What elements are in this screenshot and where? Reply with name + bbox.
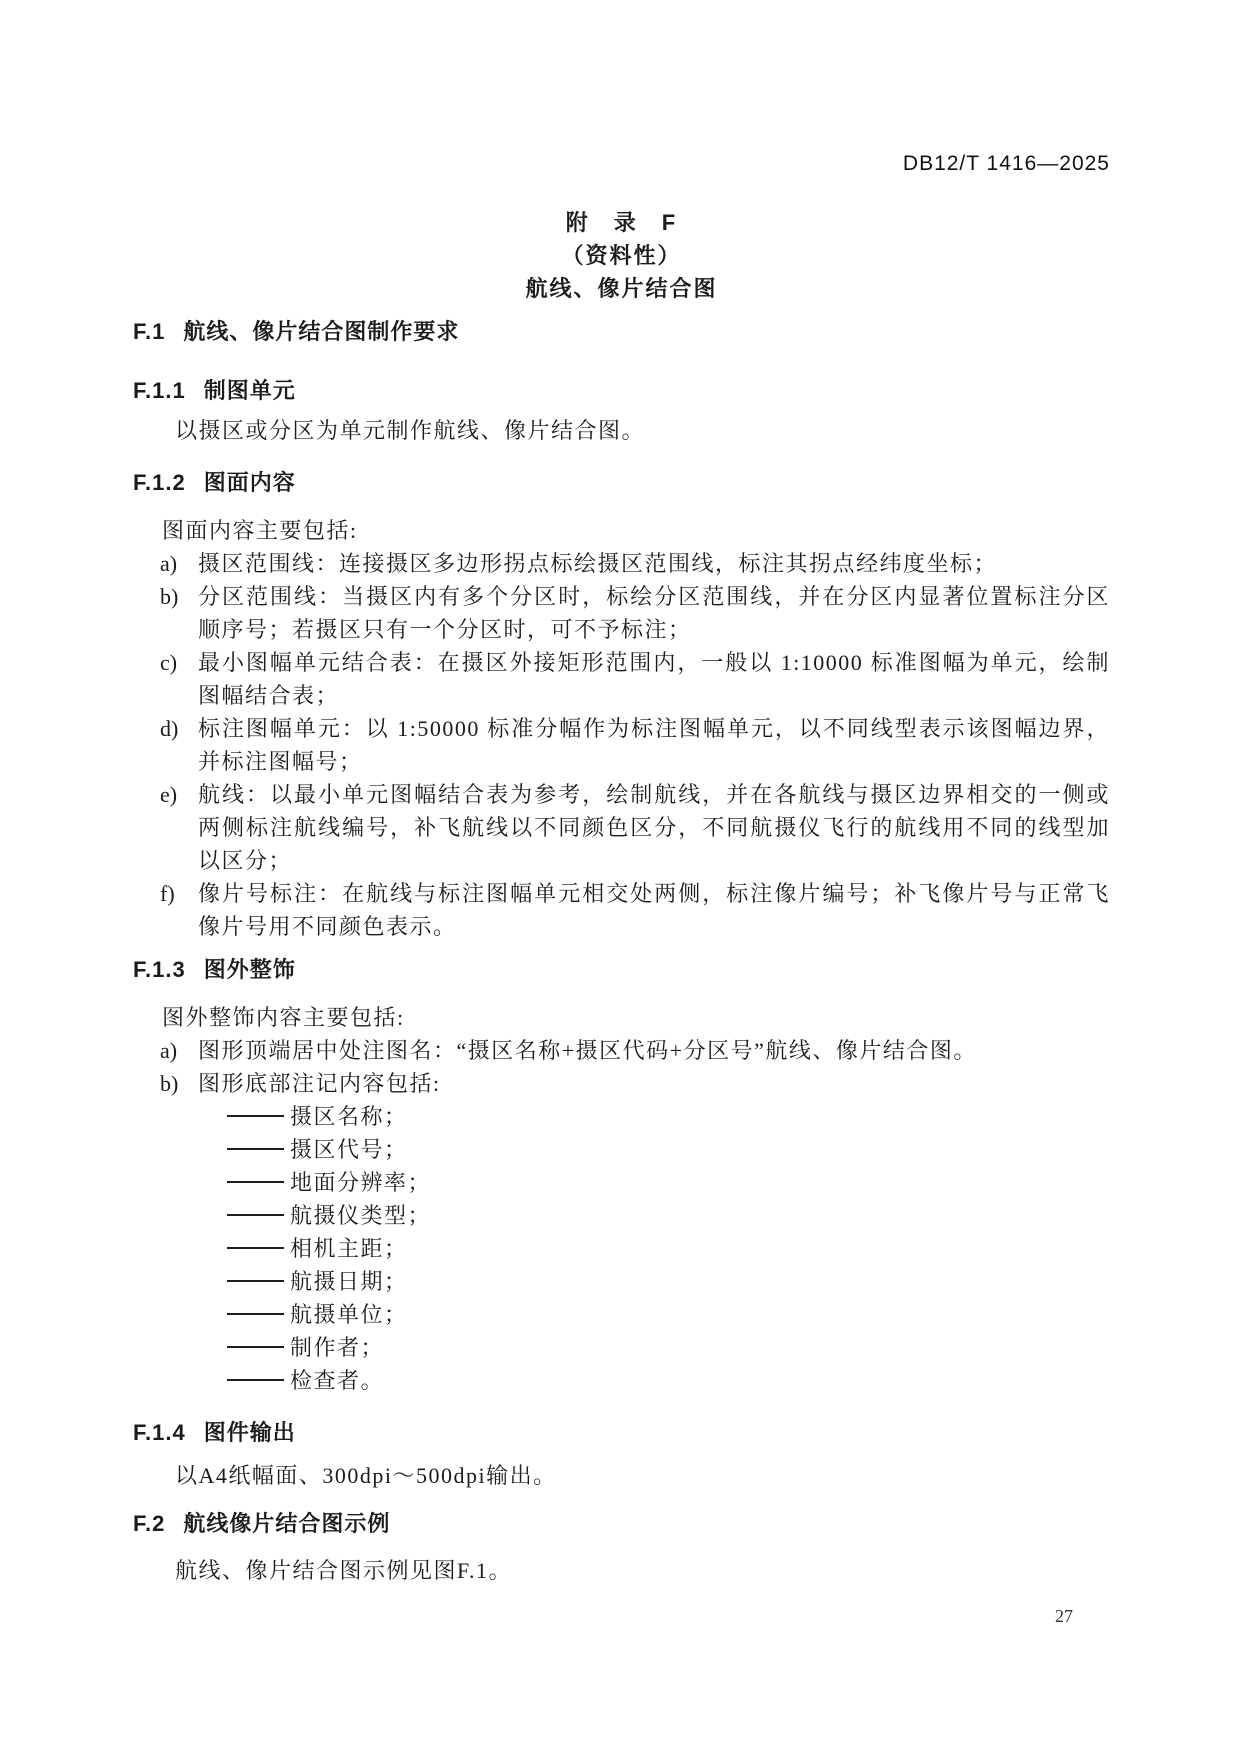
list-item-text: 摄区范围线：连接摄区多边形拐点标绘摄区范围线，标注其拐点经纬度坐标；: [198, 551, 998, 576]
list-item-f12-f: [133, 877, 1110, 943]
section-heading-f13: [133, 953, 1110, 986]
appendix-title: 附 录 F: [565, 210, 678, 235]
list-item-text: 图形顶端居中处注图名：“摄区名称+摄区代码+分区号”航线、像片结合图。: [198, 1038, 977, 1063]
dash-list-item: [133, 1232, 1110, 1265]
section-number-f1: F.1: [133, 319, 166, 344]
section-heading-f11: [133, 374, 1110, 407]
dash-list-item: [133, 1100, 1110, 1133]
appendix-subject: 航线、像片结合图: [525, 276, 718, 301]
section-number-f11: F.1.1: [133, 378, 186, 403]
dash-item-text: 航摄日期；: [290, 1269, 408, 1294]
list-item-f13-b: [133, 1067, 1110, 1100]
dash-bullet: [227, 1247, 284, 1249]
section-heading-f2: [133, 1507, 1110, 1540]
list-item-label: b): [160, 1071, 179, 1096]
dash-bullet: [227, 1214, 284, 1216]
dash-list-item: [133, 1331, 1110, 1364]
paragraph-f11-body: 以摄区或分区为单元制作航线、像片结合图。: [175, 418, 646, 443]
section-title-f12: 图面内容: [203, 470, 296, 495]
dash-bullet: [227, 1379, 284, 1381]
dash-list-item: [133, 1298, 1110, 1331]
appendix-title-block: [133, 206, 1110, 305]
section-number-f12: F.1.2: [133, 470, 186, 495]
list-item-text: 像片号标注：在航线与标注图幅单元相交处两侧，标注像片编号；补飞像片号与正常飞像片号用不同颜色表示。: [198, 881, 1110, 939]
dash-item-text: 制作者；: [290, 1335, 385, 1360]
section-number-f14: F.1.4: [133, 1420, 186, 1445]
dash-list-item: [133, 1199, 1110, 1232]
list-item-f12-b: [133, 580, 1110, 646]
list-item-f12-d: [133, 712, 1110, 778]
section-heading-f1: [133, 315, 1110, 348]
paragraph-f14-body: 以A4纸幅面、300dpi～500dpi输出。: [175, 1463, 557, 1488]
dash-list-item: [133, 1364, 1110, 1397]
list-item-label: e): [160, 782, 178, 807]
dash-bullet: [227, 1280, 284, 1282]
dash-bullet: [227, 1346, 284, 1348]
page-number: 27: [1055, 1606, 1073, 1626]
paragraph-f2-body: 航线、像片结合图示例见图F.1。: [175, 1558, 512, 1583]
dash-item-text: 检查者。: [290, 1368, 385, 1393]
section-number-f13: F.1.3: [133, 957, 186, 982]
section-heading-f12: [133, 466, 1110, 499]
section-heading-f14: [133, 1416, 1110, 1449]
list-item-f13-a: [133, 1034, 1110, 1067]
paragraph-f13-intro: 图外整饰内容主要包括:: [162, 1005, 405, 1030]
dash-bullet: [227, 1148, 284, 1150]
list-item-label: b): [160, 584, 179, 609]
list-item-label: a): [160, 1038, 178, 1063]
paragraph-f12-intro: 图面内容主要包括:: [162, 518, 358, 543]
list-item-text: 图形底部注记内容包括:: [198, 1071, 441, 1096]
document-number: DB12/T 1416—2025: [902, 152, 1110, 175]
dash-list-item: [133, 1265, 1110, 1298]
dash-item-text: 地面分辨率；: [290, 1170, 432, 1195]
list-item-text: 标注图幅单元：以 1:50000 标准分幅作为标注图幅单元，以不同线型表示该图幅边界，并标注图幅号；: [198, 716, 1110, 774]
list-item-f12-c: [133, 646, 1110, 712]
dash-item-text: 摄区代号；: [290, 1137, 408, 1162]
section-title-f2: 航线像片结合图示例: [183, 1511, 391, 1536]
list-item-text: 最小图幅单元结合表：在摄区外接矩形范围内，一般以 1:10000 标准图幅为单元，绘制图幅结合表；: [198, 650, 1110, 708]
list-item-text: 分区范围线：当摄区内有多个分区时，标绘分区范围线，并在分区内显著位置标注分区顺序号；若摄区只有一个分区时，可不予标注；: [198, 584, 1110, 642]
section-title-f1: 航线、像片结合图制作要求: [183, 319, 460, 344]
section-number-f2: F.2: [133, 1511, 166, 1536]
list-item-f12-e: [133, 778, 1110, 877]
appendix-classification: （资料性）: [561, 243, 682, 268]
dash-bullet: [227, 1313, 284, 1315]
dash-bullet: [227, 1115, 284, 1117]
dash-item-text: 航摄单位；: [290, 1302, 408, 1327]
list-item-label: d): [160, 716, 179, 741]
dash-bullet: [227, 1181, 284, 1183]
dash-item-text: 航摄仪类型；: [290, 1203, 432, 1228]
dash-item-text: 摄区名称；: [290, 1104, 408, 1129]
list-item-f12-a: [133, 547, 1110, 580]
dash-item-text: 相机主距；: [290, 1236, 408, 1261]
dash-list-item: [133, 1166, 1110, 1199]
list-item-text: 航线：以最小单元图幅结合表为参考，绘制航线，并在各航线与摄区边界相交的一侧或两侧标注航线编号，补飞航线以不同颜色区分，不同航摄仪飞行的航线用不同的线型加以区分；: [198, 782, 1110, 873]
dash-list-item: [133, 1133, 1110, 1166]
section-title-f11: 制图单元: [203, 378, 296, 403]
list-item-label: c): [160, 650, 178, 675]
list-item-label: a): [160, 551, 178, 576]
section-title-f14: 图件输出: [203, 1420, 296, 1445]
list-item-label: f): [160, 881, 175, 906]
section-title-f13: 图外整饰: [203, 957, 296, 982]
